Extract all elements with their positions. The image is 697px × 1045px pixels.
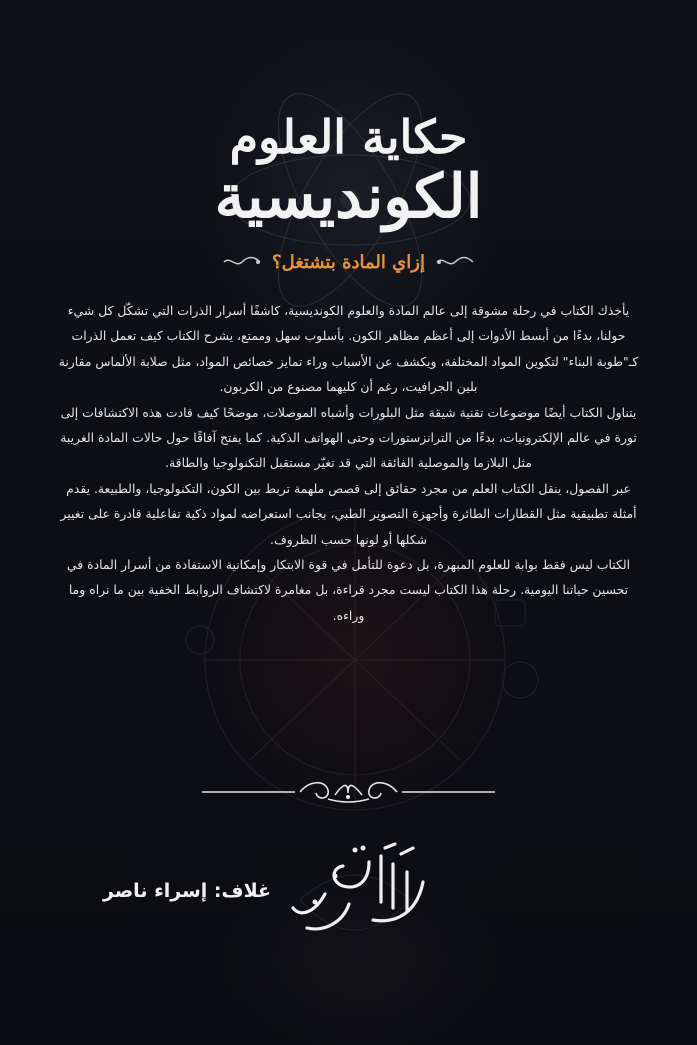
blurb-paragraph: الكتاب ليس فقط بوابة للعلوم المبهرة، بل دعوة للتأمل في قوة الابتكار وإمكانية الاستفادة من أسرار المادة في تحسين حياتنا اليومية. رحلة هذا الكتاب ليست مجرد قراءة، بل مغامرة لاكتشاف الروابط الخفية بين ما نراه وما وراءه. bbox=[66, 557, 631, 623]
cover-design-credit: غلاف: إسراء ناصر bbox=[103, 880, 271, 902]
publisher-logo-icon bbox=[285, 842, 435, 940]
book-subtitle: إزاي المادة بتشتغل؟ bbox=[272, 251, 425, 273]
blurb-paragraph: يتناول الكتاب أيضًا موضوعات تقنية شيقة مثل البلورات وأشباه الموصلات، موضحًا كيف قادت هذه الاكتشافات إلى ثورة في عالم الإلكترونيات، بدءًا من الترانزستورات وحتى الهواتف الذكية. كما يفتح آفاقًا حول حالات المادة الغريبة مثل البلازما والموصلية الفائقة التي قد تغيّر مستقبل التكنولوجيا والطاقة. bbox=[60, 404, 637, 471]
book-title-line-2: الكونديسية bbox=[214, 162, 483, 232]
footer bbox=[0, 842, 697, 942]
book-title-line-1: حكاية العلوم bbox=[229, 110, 468, 164]
ornament-divider-icon bbox=[200, 775, 497, 805]
subtitle-swirl-right-icon bbox=[435, 255, 475, 269]
subtitle-row bbox=[0, 248, 697, 276]
back-cover-blurb bbox=[58, 298, 639, 628]
subtitle-swirl-left-icon bbox=[222, 255, 262, 269]
blurb-paragraph: يأخذك الكتاب في رحلة مشوقة إلى عالم المادة والعلوم الكونديسية، كاشفًا أسرار الذرات التي تشكّل كل شيء حولنا، بدءًا من أبسط الأدوات إلى أعظم مظاهر الكون. بأسلوب سهل وممتع، يشرح الكتاب كيف تعمل الذرات كـ"طوبة البناء" لتكوين المواد المختلفة، ويكشف عن الأسباب وراء تمايز خصائص المواد، مثل صلابة الألماس مقارنة بلين الجرافيت، رغم أن كليهما مصنوع من الكربون. bbox=[58, 303, 639, 395]
blurb-paragraph: عبر الفصول، ينقل الكتاب العلم من مجرد حقائق إلى قصص ملهمة تربط بين الكون، التكنولوجيا، والطبيعة. يقدم أمثلة تطبيقية مثل القطارات الطائرة وأجهزة التصوير الطبي، بجانب استعراضه لمواد ذكية تفاعلية قادرة على تغيير شكلها أو لونها حسب الظروف. bbox=[60, 480, 637, 547]
